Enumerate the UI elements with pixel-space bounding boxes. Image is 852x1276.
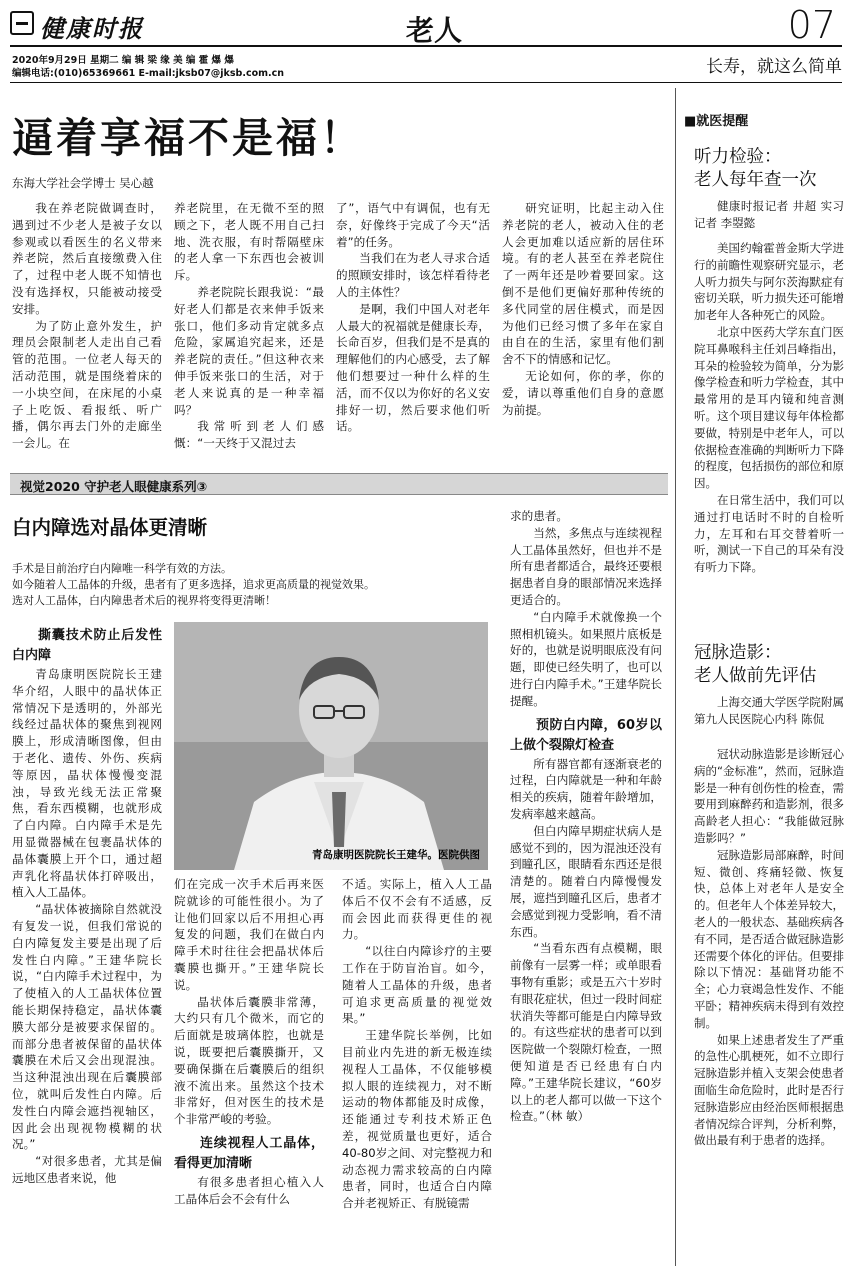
paragraph: 冠状动脉造影是诊断冠心病的“金标准”，然而，冠脉造影是一种有创伤性的检查，需要用到麻醉药和造影剂，很多高龄老人担心：“我能做冠脉造影吗？” [694,747,844,845]
doctor-portrait-icon [174,622,488,870]
paragraph: 无论如何，你的孝，你的爱，请以尊重他们自身的意愿为前提。 [502,368,664,417]
paragraph: 为了防止意外发生，护理员会限制老人走出自己看管的范围。一位老人每天的活动范围，就是围绕着床的一小块空间，在床尾的小桌子上吃饭、看报纸、听广播，偶尔再去门外的走廊坐一会儿。在 [12,318,162,451]
paragraph: 晶状体后囊膜非常薄，大约只有几个微米，而它的后面就是玻璃体腔，也就是说，既要把后囊膜撕开，又要确保撕在后囊膜后的组织液不流出来。虽然这个技术非常好，但对医生的技术是个非常严峻的考验。 [174,994,324,1127]
paragraph: 冠脉造影局部麻醉，时间短、微创、疼痛轻微、恢复快，总体上对老年人是安全的。但老年人个体差异较大，老人的一般状态、基础疾病各有不同，是否适合做冠脉造影还需要个体化的评估。但要排除以下情况：基础肾功能不全；心力衰竭急性发作、不能平卧；精神疾病未得到有效控制。 [694,847,844,1030]
paragraph: 美国约翰霍普金斯大学进行的前瞻性观察研究显示，老人听力损失与阿尔茨海默症有密切关联，听力损失还可能增加老年人各种死亡的风险。 [694,241,844,323]
sidebar-article-title: 老人每年查一次 [694,170,817,190]
paragraph: 北京中医药大学东直门医院耳鼻喉科主任刘吕峰指出，耳朵的检验较为简单，分为影像学检查和听力学检查，其中最常用的是耳内镜和纯音测听。这个项目建议每年体检都要做，特别是中老年人，可以依据检查准确的判断听力下降的程度，包括损伤的部位和原因。 [694,324,844,491]
feature-column-3 [342,876,492,1258]
paragraph: 在日常生活中，我们可以通过打电话时不时的自检听力，左耳和右耳交替着听一听，测试一下自己的耳朵有没有听力下降。 [694,492,844,575]
section-title: 老人 [406,14,463,47]
paragraph: “当看东西有点模糊，眼前像有一层雾一样；或单眼看事物有重影；或是五六十岁时有眼花症状，但过一段时间症状消失等都可能是白内障导致的。有这些症状的患者可以到医院做一个裂隙灯检查，一照便知道是否已经患有白内障。”王建华院长建议，“60岁以上的老人都可以做一下这个检查。”（林 敏） [510,941,662,1124]
lead-column-1 [12,200,162,462]
sidebar-article-byline: 健康时报记者 井超 实习记者 李曌懿 [694,199,844,230]
masthead [10,5,842,47]
paragraph: 不适。实际上，植入人工晶体后不仅不会有不适感，反而会因此而获得更佳的视力。 [342,877,492,942]
sidebar-column-tag: ■就医提醒 [684,114,749,129]
doctor-photo [174,622,488,870]
lead-column-4 [502,200,664,462]
lead-column-2 [174,200,324,462]
paragraph: 当我们在为老人寻求合适的照顾安排时，该怎样看待老人的主体性？ [336,251,490,299]
paragraph: 求的患者。 [510,509,568,523]
paragraph: “白内障手术就像换一个照相机镜头。如果照片底板是好的，也就是说明眼底没有问题，即使已经失明了，也可以进行白内障手术。”王建华院长提醒。 [510,609,662,708]
paragraph: 了”，语气中有调侃，也有无奈，好像终于完成了今天“活着”的任务。 [336,201,490,249]
page-number: 07 [787,3,836,47]
paragraph: “对很多患者，尤其是偏远地区患者来说，他 [12,1154,162,1185]
paragraph: 青岛康明医院院长王建华介绍，人眼中的晶状体正常情况下是透明的，外部光线经过晶状体的聚焦到视网膜上，形成清晰图像，但由于老化、遗传、外伤、疾病等原因，晶状体慢慢变混浊，导致光线无法正常聚焦，看东西模糊，也就形成了白内障。白内障手术是先用显微器械在包裹晶状体的晶体囊膜上开个口，通过超声乳化将晶状体打碎吸出，植入人工晶体。 [12,667,162,900]
paragraph: “晶状体被摘除自然就没有复发一说，但我们常说的白内障复发主要是出现了后发性白内障。”王建华院长说，“白内障手术过程中，为了使植入的人工晶状体位置能长期保持稳定，晶状体囊膜大部分是被要求保留的。而部分患者被保留的晶状体囊膜在术后又会出现混浊。当这种混浊出现在后囊膜部位，就叫后发性白内障。后发性白内障会遮挡视轴区，因此会出现视物模糊的状况。” [12,902,162,1152]
paragraph: 是啊，我们中国人对老年人最大的祝福就是健康长寿，长命百岁，但我们是不是真的理解他们的内心感受，去了解他们想要过一种什么样的生活，而不仅以为你好的名义安排好一切，然后要求他们听话。 [336,301,490,434]
paragraph: 我在养老院做调查时，遇到过不少老人是被子女以参观或以看医生的名义带来养老院，然后直接缴费入住了，过程中老人既不知情也没有选择权，只能被动接受安排。 [12,201,162,316]
paragraph: 们在完成一次手术后再来医院就诊的可能性很小。为了让他们回家以后不用担心再复发的问题，我们在做白内障手术时往往会把晶状体后囊膜也撕开。”王建华院长说。 [174,877,324,992]
issue-info: 2020年9月29日 星期二 编 辑 梁 缘 美 编 霍 爆 爆 [12,55,234,66]
section-heading: 预防白内障，60岁以上做个裂隙灯检查 [510,717,662,753]
paragraph: 养老院院长跟我说：“最好老人们都是衣来伸手饭来张口，他们多动肯定就多点危险，家属追究起来，还是养老院的责任。”但这种衣来伸手饭来张口的生活，对于老人来说真的是一种幸福吗？ [174,284,324,417]
lead-byline: 东海大学社会学博士 吴心越 [12,176,154,190]
feature-summary-line: 选对人工晶体，白内障患者术后的视界将变得更清晰！ [12,594,276,607]
feature-column-1 [12,626,162,1258]
feature-column-4 [510,508,662,1258]
contact-info: 编辑电话:(010)65369661 E-mail:jksb07@jksb.com.cn [12,68,285,79]
paragraph: 养老院里，在无微不至的照顾之下，老人既不用自己扫地、洗衣服，有时帮隔壁床的老人拿一下东西也会被训斥。 [174,201,324,283]
page-slogan: 长寿，就这么简单 [706,57,842,77]
paragraph: 我常听到老人们感慨：“一天终于又混过去 [174,419,324,451]
lead-headline: 逼着享福不是福！ [12,114,364,162]
paragraph: 王建华院长举例，比如目前业内先进的新无极连续视程人工晶体，不仅能够模拟人眼的连续视力，对不断运动的物体都能及时成像，还能通过专利技术矫正色差，视觉质量也更好，适合40-80岁之间、对完整视力和动态视力需求较高的白内障患者，同时，也适合白内障合并老视矫正、有脱镜需 [342,1028,492,1211]
feature-column-2 [174,876,324,1258]
paragraph: 当然，多焦点与连续视程人工晶体虽然好，但也并不是所有患者都适合，最终还要根据患者自身的眼部情况来选择更适合的。 [510,525,662,607]
sidebar-article-title: 听力检验： [694,147,782,167]
feature-headline: 白内障选对晶体更清晰 [12,516,208,539]
newspaper-logo-icon [10,11,34,35]
newspaper-logo: 健康时报 [40,14,144,43]
section-heading: 撕囊技术防止后发性白内障 [12,628,162,663]
paragraph: 如果上述患者发生了严重的急性心肌梗死，如不立即行冠脉造影并植入支架会使患者面临生命危险时，此时是否行冠脉造影应由经治医师根据患者情况综合评判，分析利弊，做出最有利于患者的选择。 [694,1032,844,1148]
sidebar-article-body [694,240,844,618]
sidebar-article-title: 冠脉造影： [694,643,782,663]
header-divider [10,82,842,83]
section-heading: 连续视程人工晶体，看得更加清晰 [174,1135,324,1171]
lead-column-3 [336,200,490,462]
sidebar-article-body [694,746,844,1258]
paragraph: 所有器官都有逐渐衰老的过程，白内障就是一种和年龄相关的疾病，随着年龄增加，发病率越来越高。 [510,756,662,821]
photo-caption: 青岛康明医院院长王建华。医院供图 [312,849,480,861]
paragraph: 有很多患者担心植入人工晶体后会不会有什么 [174,1174,324,1206]
paragraph: “以往白内障诊疗的主要工作在于防盲治盲。如今，随着人工晶体的升级，患者可追求更高质量的视觉效果。” [342,944,492,1026]
feature-summary-line: 如今随着人工晶体的升级，患者有了更多选择，追求更高质量的视觉效果。 [12,578,375,591]
feature-summary-line: 手术是目前治疗白内障唯一科学有效的方法。 [12,562,232,575]
sidebar-divider [675,88,676,1266]
sidebar-article-title: 老人做前先评估 [694,666,817,686]
paragraph: 但白内障早期症状病人是感觉不到的，因为混浊还没有到瞳孔区，眼睛看东西还是很清楚的。随着白内障慢慢发展，遮挡到瞳孔区后，患者才会感觉到视力受影响，看不清东西。 [510,823,662,939]
sidebar-article-byline: 上海交通大学医学院附属第九人民医院心内科 陈侃 [694,695,844,726]
series-banner: 视觉2020 守护老人眼健康系列③ [10,473,668,495]
paragraph: 研究证明，比起主动入住养老院的老人，被动入住的老人会更加难以适应新的居住环境。有的老人甚至在养老院住了一两年还是吵着要回家。这倒不是他们更偏好那种传统的多代同堂的居住模式，而是因为他们已经习惯了多年在家自由自在的生活，家里有他们割舍不下的情感和记忆。 [502,201,664,367]
